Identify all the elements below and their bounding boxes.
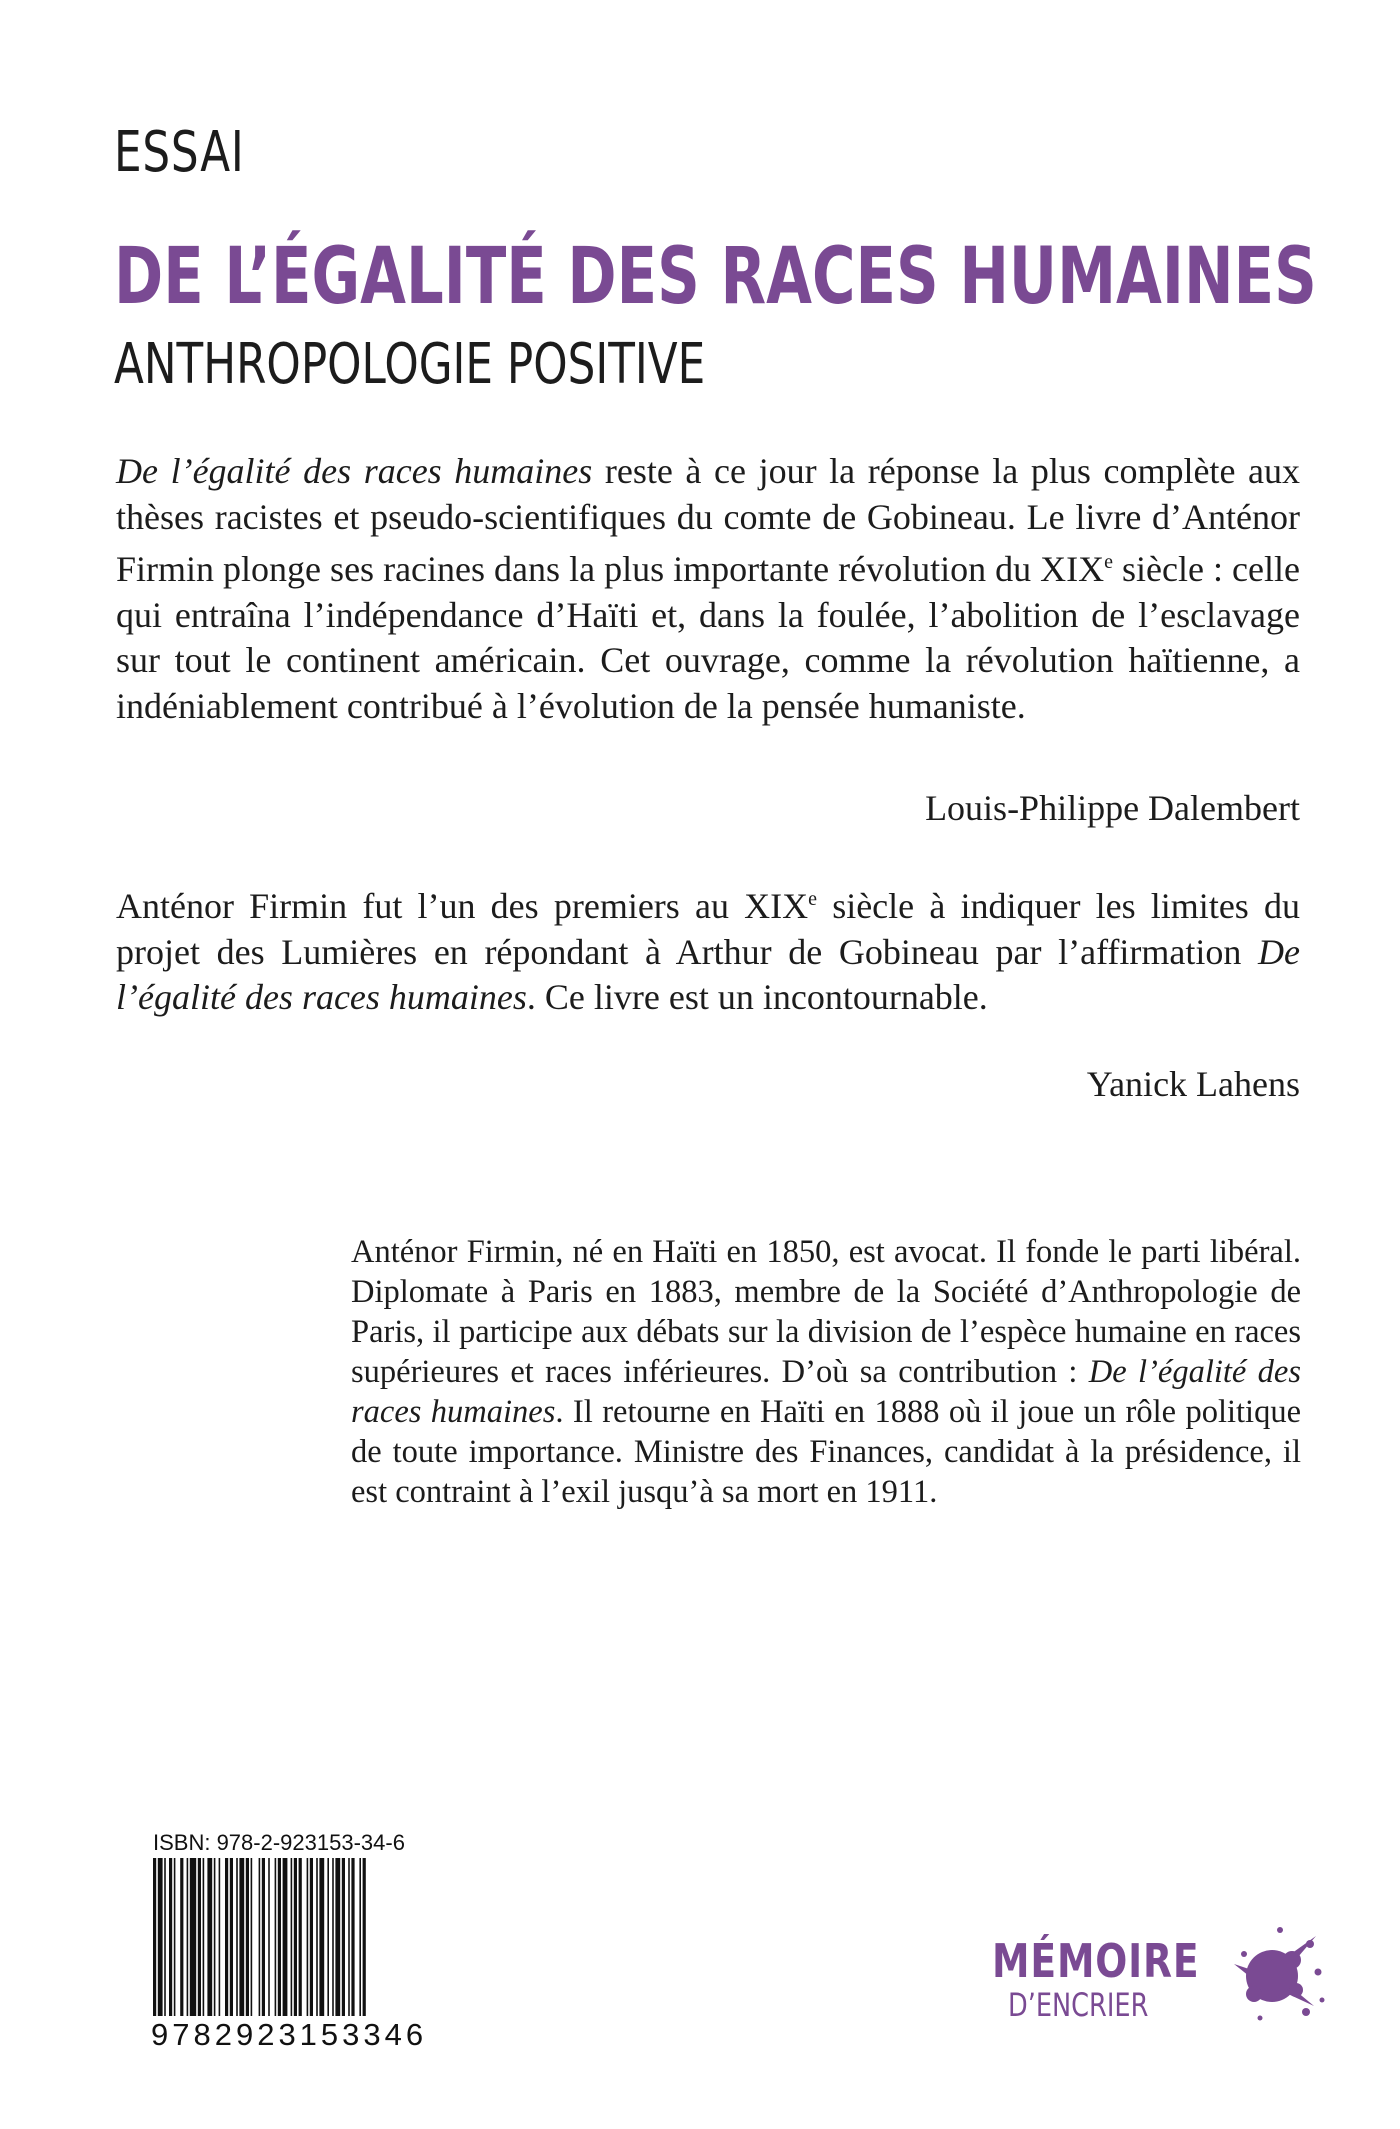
genre-label: ESSAI [114,120,245,185]
barcode-bars [151,1858,411,2018]
ink-splash-icon [1230,1920,1330,2030]
quote-lahens [116,877,1300,1021]
publisher-name-line2: D’ENCRIER [1008,1986,1149,2024]
quote-text: siècle : celle qui entraîna l’indépendance d’Haïti et, dans la foulée, l’abolition de l’esclavage sur tout le continent américain. Cet ouvrage, comme la révolution haïtienne, a indéniablement contribué à l’évolution de la pensée humaniste. [116,549,1300,726]
barcode-digits: 9782923153346 [151,2017,428,2052]
publisher-logo [990,1920,1340,2030]
quote-text: . Ce livre est un incontournable. [526,977,988,1017]
quote-author-lahens: Yanick Lahens [1086,1064,1300,1104]
bio-text: Anténor Firmin, né en Haïti en 1850, est avocat. Il fonde le parti libéral. Diplomate à Paris en 1883, membre de la Société d’Anthropologie de Paris, il participe aux débats sur la division de l’espèce humaine en races supérieures et races inférieures. D’où sa contribution : [351,1234,1301,1390]
quote-dalembert [116,449,1300,729]
bio-text: . Il retourne en Haïti en 1888 où il joue un rôle politique de toute importance. Ministre des Finances, candidat à la présidence, il est contraint à l’exil jusqu’à sa mort en 1911. [351,1394,1302,1510]
quote-text: reste à ce jour la réponse la plus complète aux thèses racistes et pseudo-scientifiques du comte de Gobineau. Le livre d’Anténor Firmin plonge ses racines dans la plus importante révolution du XIX [116,451,1300,589]
isbn-barcode [151,1830,428,2060]
century-superscript: e [808,888,818,910]
book-title: DE L’ÉGALITÉ DES RACES HUMAINES [114,232,1317,322]
century-superscript: e [1104,551,1114,573]
book-subtitle: ANTHROPOLOGIE POSITIVE [114,332,706,397]
quote-text: siècle à indiquer les limites du projet des Lumières en répondant à Arthur de Gobineau par l’affirmation [116,886,1300,972]
author-bio [351,1232,1301,1512]
quote-book-title: De l’égalité des races humaines [116,451,593,491]
quote-text: Anténor Firmin fut l’un des premiers au XIX [116,886,809,926]
isbn-label: ISBN: 978-2-923153-34-6 [153,1830,405,1855]
publisher-name-line1: MÉMOIRE [992,1934,1200,1988]
quote-book-title: De l’égalité des races humaines [116,931,1300,1017]
quote-author-dalembert: Louis-Philippe Dalembert [925,788,1300,828]
bio-book-title: De l’égalité des races humaines [351,1354,1301,1430]
